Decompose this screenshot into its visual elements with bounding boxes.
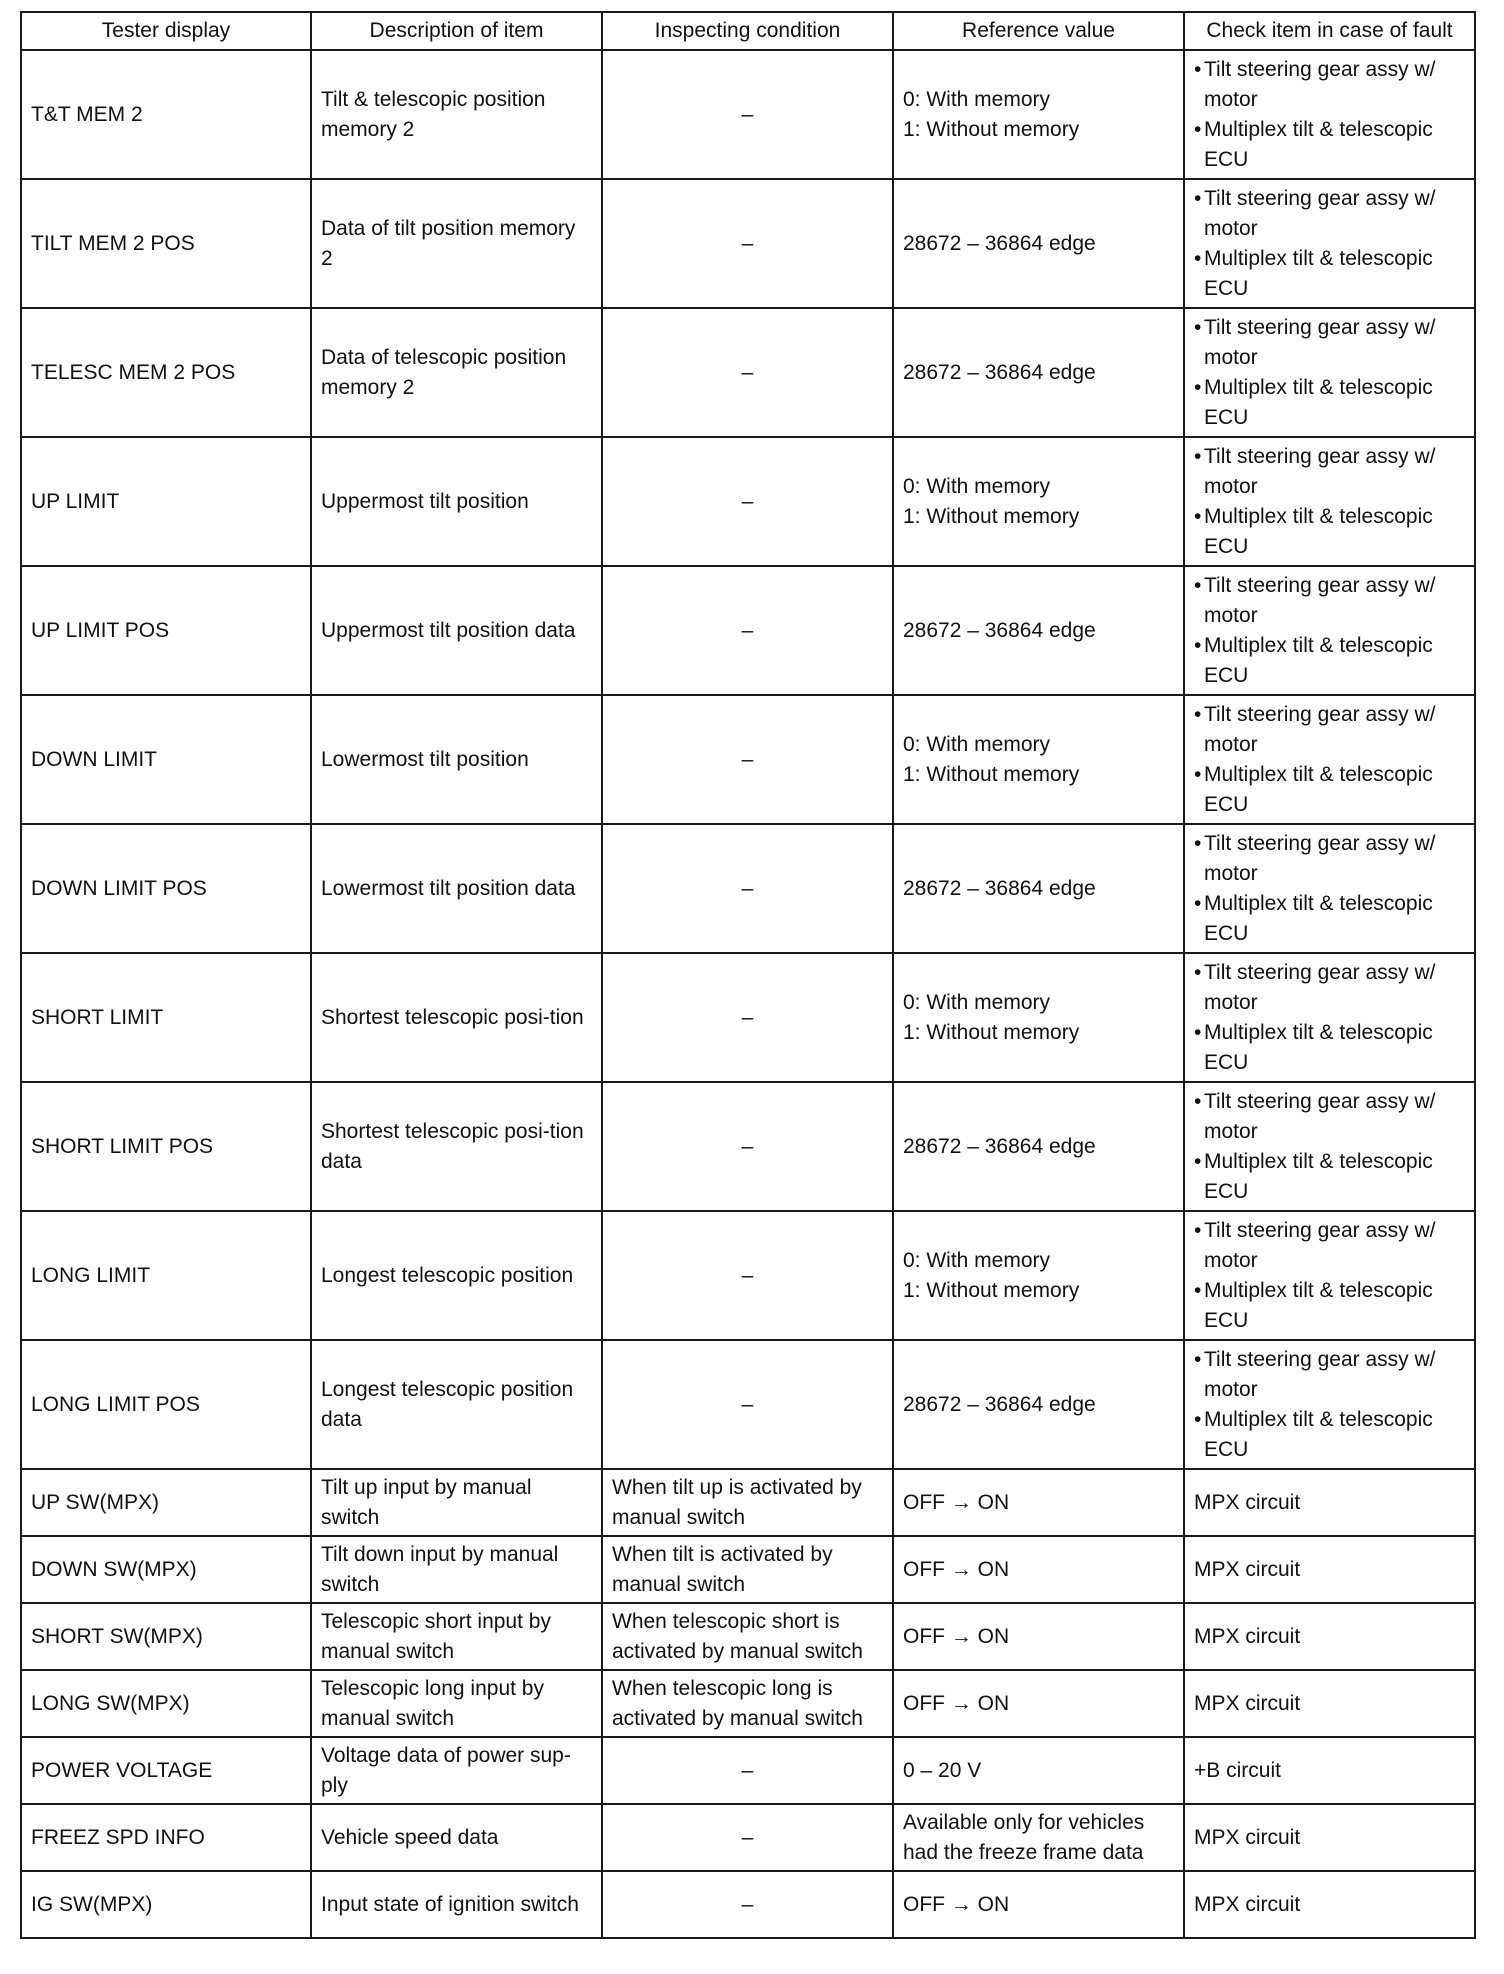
inspecting-condition: –	[602, 695, 893, 824]
reference-value: 0 – 20 V	[893, 1737, 1184, 1804]
tester-display: SHORT LIMIT POS	[21, 1082, 311, 1211]
fault-item: • Multiplex tilt & telescopic ECU	[1194, 115, 1465, 175]
check-item	[1184, 953, 1475, 1082]
reference-line: 28672 – 36864 edge	[903, 360, 1096, 384]
tester-display: SHORT LIMIT	[21, 953, 311, 1082]
fault-item: • Tilt steering gear assy w/ motor	[1194, 1216, 1465, 1276]
description: Tilt down input by manual switch	[311, 1536, 602, 1603]
description: Lowermost tilt position	[311, 695, 602, 824]
inspecting-condition: –	[602, 1082, 893, 1211]
tester-display: POWER VOLTAGE	[21, 1737, 311, 1804]
reference-value	[893, 179, 1184, 308]
table-row	[21, 824, 1475, 953]
inspecting-condition: –	[602, 308, 893, 437]
check-item: MPX circuit	[1184, 1871, 1475, 1938]
tester-display: DOWN LIMIT POS	[21, 824, 311, 953]
tester-display: LONG LIMIT	[21, 1211, 311, 1340]
check-item	[1184, 179, 1475, 308]
reference-value	[893, 308, 1184, 437]
reference-line: 28672 – 36864 edge	[903, 618, 1096, 642]
table-row	[21, 1804, 1475, 1871]
check-item: +B circuit	[1184, 1737, 1475, 1804]
fault-item: • Multiplex tilt & telescopic ECU	[1194, 631, 1465, 691]
table-row	[21, 179, 1475, 308]
inspecting-condition: –	[602, 566, 893, 695]
check-item	[1184, 1340, 1475, 1469]
description: Tilt & telescopic position memory 2	[311, 50, 602, 179]
table-row	[21, 1670, 1475, 1737]
description: Input state of ignition switch	[311, 1871, 602, 1938]
reference-value: OFF → ON	[893, 1469, 1184, 1536]
table-row	[21, 1536, 1475, 1603]
check-item	[1184, 50, 1475, 179]
tester-data-table	[20, 11, 1476, 1939]
fault-item: • Tilt steering gear assy w/ motor	[1194, 1087, 1465, 1147]
table-row	[21, 566, 1475, 695]
fault-item: • Tilt steering gear assy w/ motor	[1194, 55, 1465, 115]
fault-item: • Multiplex tilt & telescopic ECU	[1194, 1405, 1465, 1465]
header-inspecting-condition: Inspecting condition	[602, 12, 893, 50]
table-row	[21, 695, 1475, 824]
table-row	[21, 1871, 1475, 1938]
check-item	[1184, 1211, 1475, 1340]
fault-item: • Multiplex tilt & telescopic ECU	[1194, 1276, 1465, 1336]
description: Shortest telescopic posi-tion	[311, 953, 602, 1082]
inspecting-condition: –	[602, 1340, 893, 1469]
tester-display: UP LIMIT	[21, 437, 311, 566]
reference-line: 28672 – 36864 edge	[903, 876, 1096, 900]
check-item	[1184, 308, 1475, 437]
description: Uppermost tilt position	[311, 437, 602, 566]
reference-line: 28672 – 36864 edge	[903, 1392, 1096, 1416]
tester-display: UP LIMIT POS	[21, 566, 311, 695]
check-item	[1184, 695, 1475, 824]
table-row	[21, 1737, 1475, 1804]
inspecting-condition: –	[602, 1871, 893, 1938]
description: Voltage data of power sup-ply	[311, 1737, 602, 1804]
description: Lowermost tilt position data	[311, 824, 602, 953]
description: Longest telescopic position	[311, 1211, 602, 1340]
reference-value	[893, 566, 1184, 695]
reference-value	[893, 1340, 1184, 1469]
tester-display: DOWN SW(MPX)	[21, 1536, 311, 1603]
description: Uppermost tilt position data	[311, 566, 602, 695]
reference-value	[893, 824, 1184, 953]
fault-item: • Multiplex tilt & telescopic ECU	[1194, 760, 1465, 820]
tester-display: LONG LIMIT POS	[21, 1340, 311, 1469]
check-item	[1184, 437, 1475, 566]
description: Shortest telescopic posi-tion data	[311, 1082, 602, 1211]
tester-display: DOWN LIMIT	[21, 695, 311, 824]
inspecting-condition: –	[602, 1804, 893, 1871]
tester-display: FREEZ SPD INFO	[21, 1804, 311, 1871]
table-row	[21, 953, 1475, 1082]
check-item: MPX circuit	[1184, 1804, 1475, 1871]
fault-item: • Multiplex tilt & telescopic ECU	[1194, 1147, 1465, 1207]
check-item: MPX circuit	[1184, 1603, 1475, 1670]
fault-item: • Tilt steering gear assy w/ motor	[1194, 184, 1465, 244]
inspecting-condition: When telescopic long is activated by manual switch	[602, 1670, 893, 1737]
reference-line: 1: Without memory	[903, 762, 1080, 786]
fault-item: • Tilt steering gear assy w/ motor	[1194, 958, 1465, 1018]
reference-line: 28672 – 36864 edge	[903, 231, 1096, 255]
reference-line: 1: Without memory	[903, 1020, 1080, 1044]
tester-display: TILT MEM 2 POS	[21, 179, 311, 308]
reference-line: 1: Without memory	[903, 504, 1080, 528]
header-row	[21, 12, 1475, 50]
reference-value	[893, 953, 1184, 1082]
inspecting-condition: When tilt up is activated by manual switch	[602, 1469, 893, 1536]
reference-line: 1: Without memory	[903, 1278, 1080, 1302]
fault-item: • Tilt steering gear assy w/ motor	[1194, 829, 1465, 889]
check-item: MPX circuit	[1184, 1670, 1475, 1737]
tester-display: T&T MEM 2	[21, 50, 311, 179]
tester-display: LONG SW(MPX)	[21, 1670, 311, 1737]
header-reference-value: Reference value	[893, 12, 1184, 50]
tester-display: UP SW(MPX)	[21, 1469, 311, 1536]
check-item: MPX circuit	[1184, 1469, 1475, 1536]
inspecting-condition: –	[602, 50, 893, 179]
description: Telescopic long input by manual switch	[311, 1670, 602, 1737]
inspecting-condition: When telescopic short is activated by manual switch	[602, 1603, 893, 1670]
check-item	[1184, 1082, 1475, 1211]
reference-value	[893, 1211, 1184, 1340]
reference-value: OFF → ON	[893, 1603, 1184, 1670]
fault-item: • Tilt steering gear assy w/ motor	[1194, 571, 1465, 631]
inspecting-condition: –	[602, 953, 893, 1082]
description: Data of telescopic position memory 2	[311, 308, 602, 437]
reference-line: 0: With memory	[903, 732, 1051, 756]
table-row	[21, 1340, 1475, 1469]
table-row	[21, 308, 1475, 437]
tester-display: SHORT SW(MPX)	[21, 1603, 311, 1670]
reference-value: OFF → ON	[893, 1536, 1184, 1603]
inspecting-condition: –	[602, 824, 893, 953]
reference-value	[893, 1082, 1184, 1211]
inspecting-condition: When tilt is activated by manual switch	[602, 1536, 893, 1603]
reference-value	[893, 437, 1184, 566]
reference-line: 0: With memory	[903, 474, 1051, 498]
fault-item: • Multiplex tilt & telescopic ECU	[1194, 1018, 1465, 1078]
reference-value	[893, 50, 1184, 179]
header-tester-display: Tester display	[21, 12, 311, 50]
reference-line: 0: With memory	[903, 1248, 1051, 1272]
reference-line: 0: With memory	[903, 87, 1051, 111]
fault-item: • Tilt steering gear assy w/ motor	[1194, 1345, 1465, 1405]
header-check-item: Check item in case of fault	[1184, 12, 1475, 50]
table-row	[21, 1603, 1475, 1670]
description: Data of tilt position memory 2	[311, 179, 602, 308]
fault-item: • Multiplex tilt & telescopic ECU	[1194, 373, 1465, 433]
fault-item: • Tilt steering gear assy w/ motor	[1194, 700, 1465, 760]
description: Telescopic short input by manual switch	[311, 1603, 602, 1670]
table-row	[21, 1082, 1475, 1211]
table-row	[21, 437, 1475, 566]
tester-display: IG SW(MPX)	[21, 1871, 311, 1938]
table-row	[21, 1469, 1475, 1536]
description: Longest telescopic position data	[311, 1340, 602, 1469]
table-row	[21, 1211, 1475, 1340]
reference-value: OFF → ON	[893, 1871, 1184, 1938]
inspecting-condition: –	[602, 1211, 893, 1340]
description: Tilt up input by manual switch	[311, 1469, 602, 1536]
header-description: Description of item	[311, 12, 602, 50]
inspecting-condition: –	[602, 179, 893, 308]
reference-line: 1: Without memory	[903, 117, 1080, 141]
tester-display: TELESC MEM 2 POS	[21, 308, 311, 437]
reference-line: 0: With memory	[903, 990, 1051, 1014]
inspecting-condition: –	[602, 437, 893, 566]
fault-item: • Tilt steering gear assy w/ motor	[1194, 313, 1465, 373]
inspecting-condition: –	[602, 1737, 893, 1804]
description: Vehicle speed data	[311, 1804, 602, 1871]
check-item	[1184, 566, 1475, 695]
reference-value: Available only for vehicles had the freeze frame data	[893, 1804, 1184, 1871]
fault-item: • Multiplex tilt & telescopic ECU	[1194, 502, 1465, 562]
reference-value: OFF → ON	[893, 1670, 1184, 1737]
reference-value	[893, 695, 1184, 824]
fault-item: • Multiplex tilt & telescopic ECU	[1194, 244, 1465, 304]
check-item	[1184, 824, 1475, 953]
check-item: MPX circuit	[1184, 1536, 1475, 1603]
fault-item: • Multiplex tilt & telescopic ECU	[1194, 889, 1465, 949]
reference-line: 28672 – 36864 edge	[903, 1134, 1096, 1158]
table-row	[21, 50, 1475, 179]
fault-item: • Tilt steering gear assy w/ motor	[1194, 442, 1465, 502]
